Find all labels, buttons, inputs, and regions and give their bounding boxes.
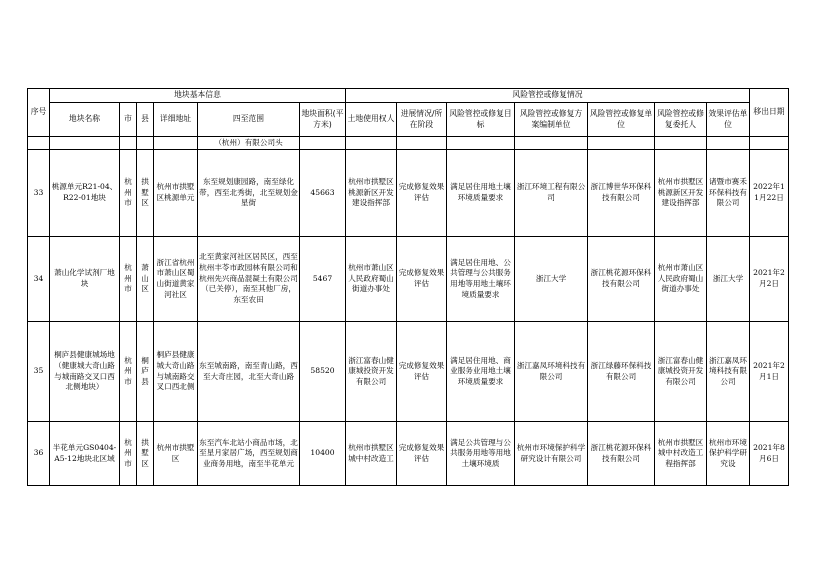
col-header: 详细地址 — [154, 103, 198, 137]
header-delist-date: 移出日期 — [750, 89, 789, 137]
cell-client: 浙江富春山健康城投资开发有限公司 — [655, 322, 707, 422]
cell-county: 萧山区 — [137, 237, 154, 322]
cell-date: 2021年8月6日 — [750, 422, 789, 486]
header-basic-info: 地块基本信息 — [50, 89, 346, 103]
cell-date: 2021年2月2日 — [750, 237, 789, 322]
cell-city: 杭州市 — [120, 150, 137, 237]
col-header: 四至范围 — [198, 103, 300, 137]
cell-eval-unit: 杭州市环境保护科学研究设 — [707, 422, 750, 486]
cell-city: 杭州市 — [120, 422, 137, 486]
cell-owner: 杭州市拱墅区桃源新区开发建设指挥部 — [346, 150, 397, 237]
contaminated-site-table — [27, 88, 789, 486]
cell-client: 杭州市萧山区人民政府蜀山街道办事处 — [655, 237, 707, 322]
cell-stage: 完成修复效果评估 — [397, 237, 447, 322]
cell-name: 萧山化学试剂厂地块 — [50, 237, 120, 322]
cell-address: 杭州市拱墅区 — [154, 422, 198, 486]
cell-repair-unit: 浙江桃花源环保科技有限公司 — [588, 237, 655, 322]
cell-plan-unit: 浙江嘉凤环境科技有限公司 — [515, 322, 588, 422]
cell-date: 2021年2月1日 — [750, 322, 789, 422]
cell-date: 2022年11月22日 — [750, 150, 789, 237]
cell-stage: 完成修复效果评估 — [397, 422, 447, 486]
cell-goal: 满足公共管理与公共服务用地等用地土壤环境质 — [447, 422, 515, 486]
table-row — [28, 322, 789, 422]
group-header-row — [28, 89, 789, 103]
col-header: 风险管控或修复方案编制单位 — [515, 103, 588, 137]
cell-goal: 满足居住用地、商业服务业用地土壤环境质量要求 — [447, 322, 515, 422]
cell-repair-unit: 浙江桃花源环保科技有限公司 — [588, 422, 655, 486]
col-header: 县 — [137, 103, 154, 137]
cell-eval-unit: 浙江嘉凤环境科技有限公司 — [707, 322, 750, 422]
col-header: 地块面积(平方米) — [300, 103, 346, 137]
col-header: 土地使用权人 — [346, 103, 397, 137]
cell-area: 5467 — [300, 237, 346, 322]
cell-seq: 34 — [28, 237, 50, 322]
cell-owner: 浙江富春山健康城投资开发有限公司 — [346, 322, 397, 422]
col-header: 风险管控或修复单位 — [588, 103, 655, 137]
cell-bounds: 东至规划康园路，南至绿化带，西至北秀街，北至规划金星街 — [198, 150, 300, 237]
cell-county: 拱墅区 — [137, 150, 154, 237]
cell-plan-unit: 杭州市环境保护科学研究设计有限公司 — [515, 422, 588, 486]
cell-bounds: 东至汽车北站小商品市场，北至星月家居广场，西至规划商业商务用地，南至半花单元 — [198, 422, 300, 486]
header-seq: 序号 — [28, 89, 50, 137]
cell-owner: 杭州市萧山区人民政府蜀山街道办事处 — [346, 237, 397, 322]
cell-owner: 杭州市拱墅区城中村改造工 — [346, 422, 397, 486]
cell-repair-unit: 浙江绿藤环保科技有限公司 — [588, 322, 655, 422]
cell-county: 拱墅区 — [137, 422, 154, 486]
cell-city: 杭州市 — [120, 322, 137, 422]
cell-stage: 完成修复效果评估 — [397, 150, 447, 237]
col-header: 效果评估单位 — [707, 103, 750, 137]
continuation-row — [28, 137, 789, 150]
cell-area: 10400 — [300, 422, 346, 486]
cell-eval-unit: 浙江大学 — [707, 237, 750, 322]
col-header: 市 — [120, 103, 137, 137]
table-row — [28, 150, 789, 237]
cell-area: 45663 — [300, 150, 346, 237]
cell-plan-unit: 浙江环境工程有限公司 — [515, 150, 588, 237]
cell-county: 桐庐县 — [137, 322, 154, 422]
continuation-text: （杭州）有限公司头 — [198, 137, 300, 150]
table-row — [28, 422, 789, 486]
col-header: 风险管控或修复委托人 — [655, 103, 707, 137]
cell-seq: 35 — [28, 322, 50, 422]
cell-stage: 完成修复效果评估 — [397, 322, 447, 422]
cell-plan-unit: 浙江大学 — [515, 237, 588, 322]
cell-goal: 满足居住用地、公共管理与公共服务用地等用地土壤环境质量要求 — [447, 237, 515, 322]
cell-name: 半花单元GS0404-A5-12地块北区域 — [50, 422, 120, 486]
cell-address: 桐庐县健康城大奇山路与城南路交叉口西北侧 — [154, 322, 198, 422]
col-header: 进展情况/所在阶段 — [397, 103, 447, 137]
cell-address: 杭州市拱墅区桃源单元 — [154, 150, 198, 237]
cell-name: 桃源单元R21-04、R22-01地块 — [50, 150, 120, 237]
cell-client: 杭州市拱墅区桃源新区开发建设指挥部 — [655, 150, 707, 237]
cell-seq: 33 — [28, 150, 50, 237]
header-risk-control: 风险管控或修复情况 — [346, 89, 750, 103]
cell-eval-unit: 诸暨市赛禾环保科技有限公司 — [707, 150, 750, 237]
cell-address: 浙江省杭州市萧山区蜀山街道黄家河社区 — [154, 237, 198, 322]
cell-city: 杭州市 — [120, 237, 137, 322]
cell-repair-unit: 浙江博世华环保科技有限公司 — [588, 150, 655, 237]
cell-client: 杭州市拱墅区城中村改造工程指挥部 — [655, 422, 707, 486]
table-row — [28, 237, 789, 322]
cell-bounds: 北至黄家河社区居民区，西至杭州丰苓市政园林有限公司和杭州先兴商品混凝土有限公司（已关停），南至其他厂房，东至农田 — [198, 237, 300, 322]
cell-name: 桐庐县健康城场地（健康城大奇山路与城南路交叉口西北侧地块） — [50, 322, 120, 422]
col-header: 风险管控或修复目标 — [447, 103, 515, 137]
column-header-row — [28, 103, 789, 137]
cell-bounds: 东至城南路，南至青山路，西至大奇庄园，北至大奇山路 — [198, 322, 300, 422]
cell-seq: 36 — [28, 422, 50, 486]
col-header: 地块名称 — [50, 103, 120, 137]
cell-area: 58520 — [300, 322, 346, 422]
cell-goal: 满足居住用地土壤环境质量要求 — [447, 150, 515, 237]
